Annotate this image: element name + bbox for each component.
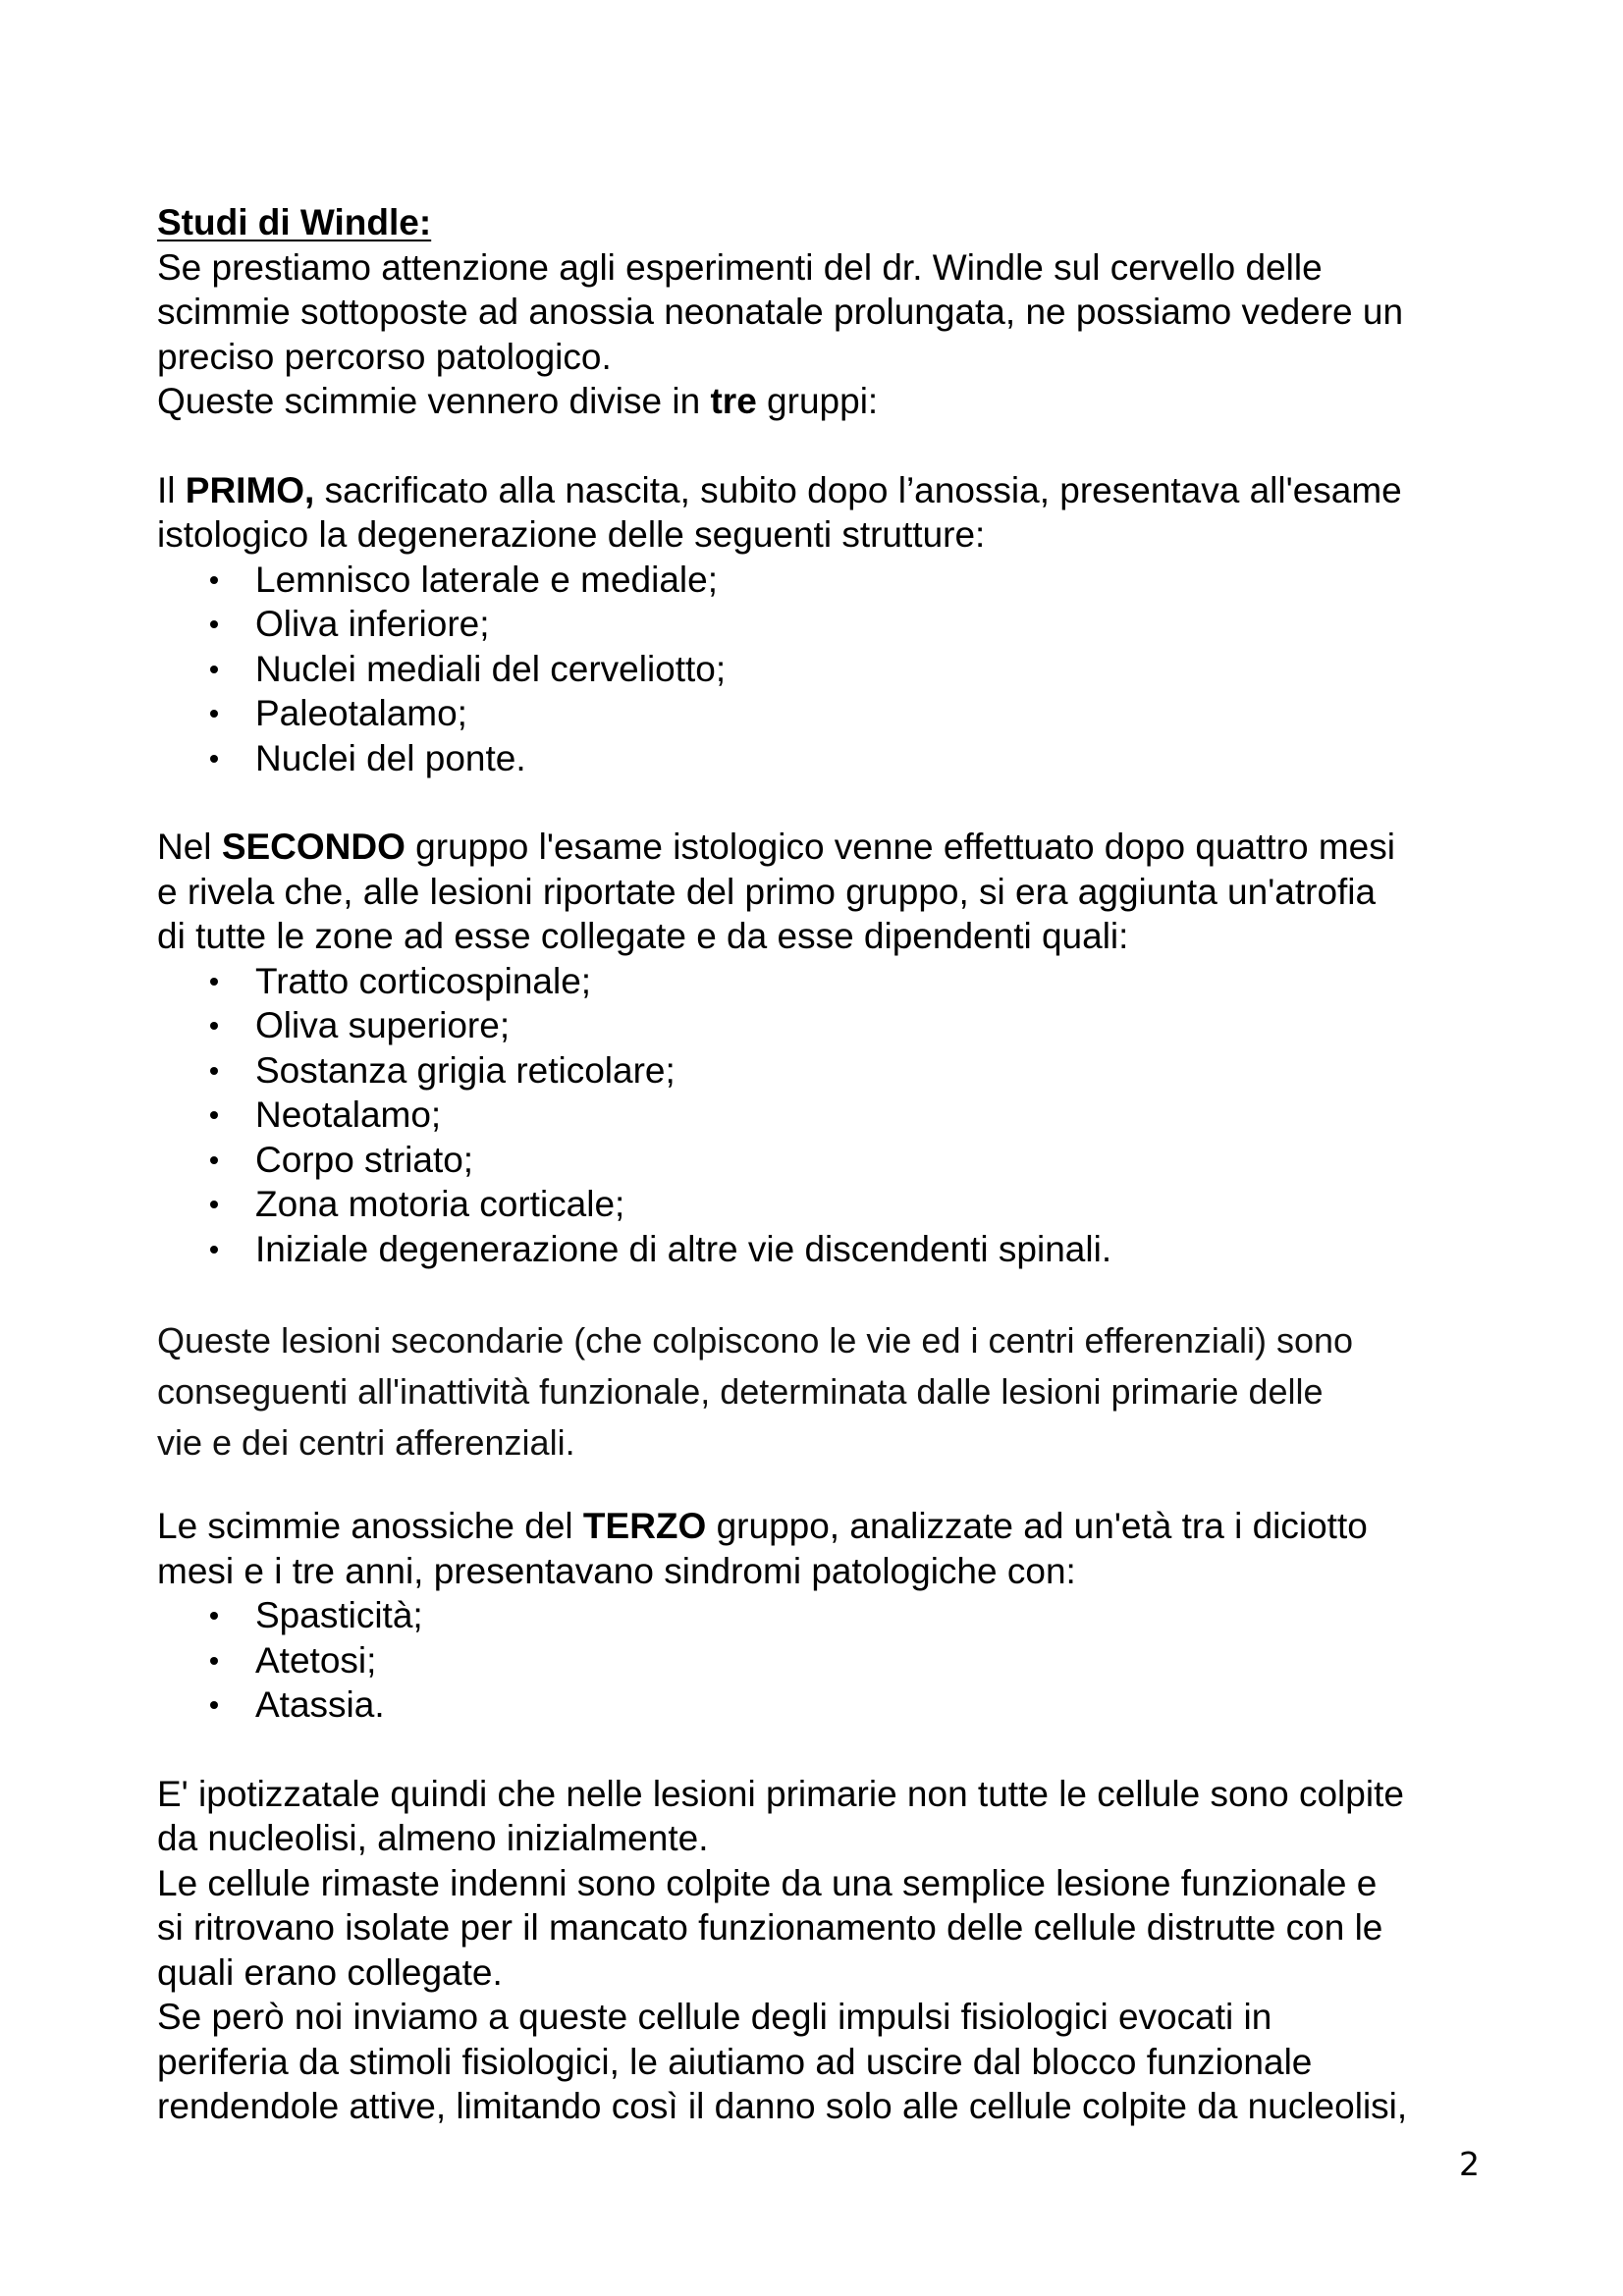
list-item — [157, 647, 1483, 692]
list-item — [157, 1682, 1483, 1728]
group2-line — [157, 825, 1483, 870]
list-item — [157, 602, 1483, 647]
list-item — [157, 691, 1483, 736]
bullet-icon — [210, 1067, 218, 1075]
list-item — [157, 959, 1483, 1004]
intro-line: scimmie sottoposte ad anossia neonatale prolungata, ne possiamo vedere un — [157, 292, 1404, 332]
conclusion-line: rendendole attive, limitando così il danno solo alle cellule colpite da nucleolisi, — [157, 2086, 1408, 2126]
text-run: Le scimmie anossiche del — [157, 1506, 583, 1546]
list-item — [157, 1638, 1483, 1683]
group3-list — [157, 1593, 1483, 1728]
bullet-icon — [210, 755, 218, 763]
conclusion-line: Le cellule rimaste indenni sono colpite da una semplice lesione funzionale e — [157, 1862, 1378, 1903]
list-item-text: Nuclei del ponte. — [255, 737, 526, 778]
group1-line — [157, 468, 1483, 513]
list-item — [157, 1003, 1483, 1048]
list-item-text: Paleotalamo; — [255, 693, 467, 733]
list-item — [157, 1093, 1483, 1138]
group2-line: e rivela che, alle lesioni riportate del primo gruppo, si era aggiunta un'atrofia — [157, 871, 1377, 912]
list-item — [157, 1048, 1483, 1094]
list-item-text: Nuclei mediali del cerveliotto; — [255, 648, 727, 689]
intro-line — [157, 379, 1483, 424]
group3-line: mesi e i tre anni, presentavano sindromi patologiche con: — [157, 1550, 1076, 1591]
bullet-icon — [210, 1612, 218, 1620]
list-item — [157, 1182, 1483, 1227]
text-run: gruppo l'esame istologico venne effettuato dopo quattro mesi — [405, 827, 1395, 867]
bullet-icon — [210, 576, 218, 584]
intro-line: Se prestiamo attenzione agli esperimenti del dr. Windle sul cervello delle — [157, 246, 1323, 288]
intro-line: preciso percorso patologico. — [157, 336, 612, 377]
list-item-text: Zona motoria corticale; — [255, 1184, 625, 1224]
paragraph-line: vie e dei centri afferenziali. — [157, 1422, 575, 1463]
bold-term: PRIMO, — [185, 469, 315, 510]
bullet-icon — [210, 1701, 218, 1709]
group2-line: di tutte le zone ad esse collegate e da esse dipendenti quali: — [157, 916, 1129, 956]
text-run: Queste scimmie vennero divise in — [157, 381, 711, 421]
conclusion-line: E' ipotizzatale quindi che nelle lesioni primarie non tutte le cellule sono colpite — [157, 1773, 1404, 1814]
list-item-text: Atassia. — [255, 1684, 385, 1725]
paragraph-line: conseguenti all'inattività funzionale, determinata dalle lesioni primarie delle — [157, 1371, 1324, 1412]
list-item — [157, 1138, 1483, 1183]
list-item-text: Neotalamo; — [255, 1095, 442, 1135]
bullet-icon — [210, 710, 218, 718]
group1-line: istologico la degenerazione delle seguenti strutture: — [157, 514, 986, 555]
bullet-icon — [210, 1156, 218, 1164]
bold-term: SECONDO — [221, 827, 406, 867]
group3-line — [157, 1504, 1483, 1549]
list-item-text: Sostanza grigia reticolare; — [255, 1049, 676, 1091]
bullet-icon — [210, 620, 218, 628]
list-item — [157, 1227, 1483, 1272]
list-item-text: Spasticità; — [255, 1595, 423, 1635]
conclusion-line: periferia da stimoli fisiologici, le aiutiamo ad uscire dal blocco funzionale — [157, 2041, 1313, 2082]
bullet-icon — [210, 1201, 218, 1208]
text-run: gruppi: — [756, 381, 879, 421]
text-run: sacrificato alla nascita, subito dopo l’anossia, presentava all'esame — [314, 469, 1402, 510]
conclusion-line: Se però noi inviamo a queste cellule degli impulsi fisiologici evocati in — [157, 1997, 1272, 2037]
list-item-text: Iniziale degenerazione di altre vie discendenti spinali. — [255, 1228, 1112, 1269]
list-item-text: Atetosi; — [255, 1639, 377, 1681]
page-number: 2 — [1459, 2145, 1480, 2183]
text-run: Il — [157, 469, 186, 510]
list-item-text: Oliva superiore; — [255, 1005, 511, 1045]
bullet-icon — [210, 978, 218, 986]
list-item-text: Tratto corticospinale; — [255, 960, 592, 1001]
bold-term: TERZO — [582, 1506, 707, 1546]
secondary-lesions-paragraph — [157, 1315, 1483, 1468]
list-item-text: Oliva inferiore; — [255, 604, 490, 644]
bold-term: tre — [710, 381, 757, 421]
bullet-icon — [210, 666, 218, 673]
list-item-text: Lemnisco laterale e mediale; — [255, 559, 718, 600]
bullet-icon — [210, 1246, 218, 1254]
list-item-text: Corpo striato; — [255, 1139, 474, 1180]
conclusion-line: da nucleolisi, almeno inizialmente. — [157, 1818, 709, 1858]
conclusion-line: quali erano collegate. — [157, 1951, 503, 1993]
bullet-icon — [210, 1111, 218, 1119]
list-item — [157, 558, 1483, 603]
section-heading: Studi di Windle: — [157, 202, 432, 242]
bullet-icon — [210, 1657, 218, 1665]
bullet-icon — [210, 1022, 218, 1030]
list-item — [157, 736, 1483, 781]
text-run: Nel — [157, 827, 222, 867]
paragraph-line: Queste lesioni secondarie (che colpiscono le vie ed i centri efferenziali) sono — [157, 1320, 1354, 1361]
list-item — [157, 1593, 1483, 1638]
group2-list — [157, 959, 1483, 1272]
document-page — [157, 200, 1483, 2129]
conclusion-line: si ritrovano isolate per il mancato funzionamento delle cellule distrutte con le — [157, 1907, 1383, 1948]
text-run: gruppo, analizzate ad un'età tra i diciotto — [706, 1506, 1368, 1546]
group1-list — [157, 558, 1483, 781]
